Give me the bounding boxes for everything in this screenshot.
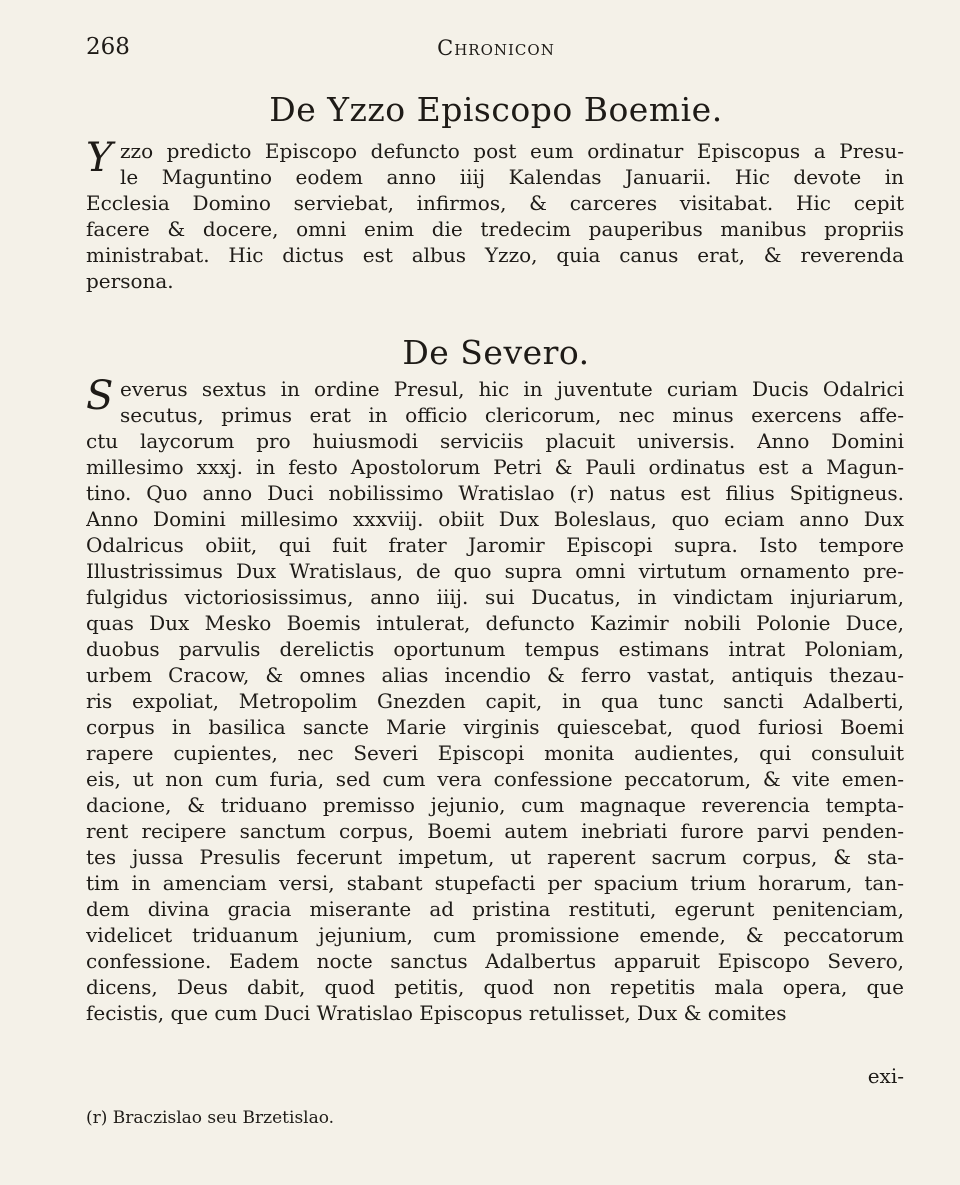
- page-number: 268: [86, 34, 130, 60]
- text-line: rapere cupientes, nec Severi Episcopi monita audientes, qui consuluit: [86, 741, 904, 765]
- text-line: millesimo xxxj. in festo Apostolorum Petri & Pauli ordinatus est a Magun-: [86, 455, 904, 479]
- paragraph-yzzo: [86, 135, 904, 294]
- running-title: Chronicon: [437, 36, 555, 60]
- text-line: dem divina gracia miserante ad pristina restituti, egerunt penitenciam,: [86, 897, 904, 921]
- text-line: duobus parvulis derelictis oportunum tempus estimans intrat Poloniam,: [86, 637, 904, 661]
- text-line: quas Dux Mesko Boemis intulerat, defuncto Kazimir nobili Polonie Duce,: [86, 611, 904, 635]
- catch-word: exi-: [867, 1064, 904, 1088]
- text-line: urbem Cracow, & omnes alias incendio & ferro vastat, antiquis thezau-: [86, 663, 904, 687]
- text-line: fulgidus victoriosissimus, anno iiij. sui Ducatus, in vindictam injuriarum,: [86, 585, 904, 609]
- text-line: confessione. Eadem nocte sanctus Adalbertus apparuit Episcopo Severo,: [86, 949, 904, 973]
- drop-cap: S: [86, 373, 114, 419]
- text-line: Odalricus obiit, qui fuit frater Jaromir Episcopi supra. Isto tempore: [86, 533, 904, 557]
- text-line: videlicet triduanum jejunium, cum promissione emende, & peccatorum: [86, 923, 904, 947]
- text-line: zzo predicto Episcopo defuncto post eum ordinatur Episcopus a Presu-: [120, 139, 904, 163]
- text-line: fecistis, que cum Duci Wratislao Episcopus retulisset, Dux & comites: [86, 1001, 787, 1025]
- text-line: facere & docere, omni enim die tredecim pauperibus manibus propriis: [86, 217, 904, 241]
- text-line: persona.: [86, 269, 174, 293]
- text-line: dacione, & triduano premisso jejunio, cum magnaque reverencia tempta-: [86, 793, 904, 817]
- text-line: le Maguntino eodem anno iiij Kalendas Januarii. Hic devote in: [120, 165, 904, 189]
- text-line: rent recipere sanctum corpus, Boemi autem inebriati furore parvi penden-: [86, 819, 904, 843]
- text-line: Illustrissimus Dux Wratislaus, de quo supra omni virtutum ornamento pre-: [86, 559, 904, 583]
- text-line: everus sextus in ordine Presul, hic in juventute curiam Ducis Odalrici: [120, 377, 904, 401]
- text-line: tino. Quo anno Duci nobilissimo Wratislao (r) natus est filius Spitigneus.: [86, 481, 904, 505]
- text-line: ris expoliat, Metropolim Gnezden capit, in qua tunc sancti Adalberti,: [86, 689, 904, 713]
- text-line: ctu laycorum pro huiusmodi serviciis placuit universis. Anno Domini: [86, 429, 904, 453]
- section-heading-severo: De Severo.: [402, 333, 590, 372]
- page-header: [86, 34, 906, 66]
- text-line: Ecclesia Domino serviebat, infirmos, & carceres visitabat. Hic cepit: [86, 191, 904, 215]
- text-line: dicens, Deus dabit, quod petitis, quod non repetitis mala opera, que: [86, 975, 904, 999]
- text-line: tes jussa Presulis fecerunt impetum, ut raperent sacrum corpus, & sta-: [86, 845, 904, 869]
- paragraph-severo: [86, 373, 904, 1026]
- text-line: Anno Domini millesimo xxxviij. obiit Dux Boleslaus, quo eciam anno Dux: [86, 507, 904, 531]
- drop-cap: Y: [86, 135, 113, 181]
- text-line: ministrabat. Hic dictus est albus Yzzo, quia canus erat, & reverenda: [86, 243, 904, 267]
- footnote: (r) Braczislao seu Brzetislao.: [86, 1108, 335, 1128]
- text-line: corpus in basilica sancte Marie virginis quiescebat, quod furiosi Boemi: [86, 715, 904, 739]
- section-heading-yzzo: De Yzzo Episcopo Boemie.: [269, 90, 723, 129]
- text-line: tim in amenciam versi, stabant stupefacti per spacium trium horarum, tan-: [86, 871, 904, 895]
- text-line: secutus, primus erat in officio clericorum, nec minus exercens affe-: [120, 403, 904, 427]
- text-line: eis, ut non cum furia, sed cum vera confessione peccatorum, & vite emen-: [86, 767, 904, 791]
